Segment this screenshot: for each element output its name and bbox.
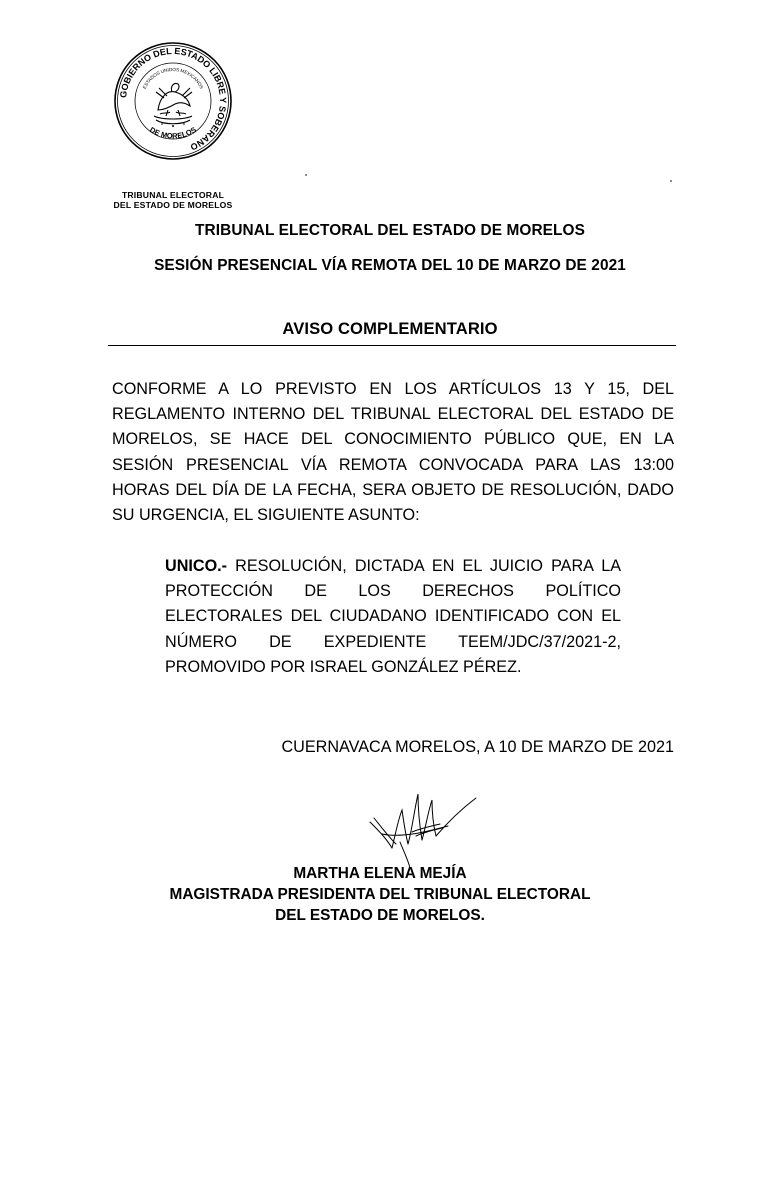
institution-heading: TRIBUNAL ELECTORAL DEL ESTADO DE MORELOS (195, 222, 585, 239)
seal-caption-line-1: TRIBUNAL ELECTORAL (121, 190, 225, 200)
handwritten-signature (352, 782, 492, 872)
notice-body: CONFORME A LO PREVISTO EN LOS ARTÍCULOS 13 Y 15, DEL REGLAMENTO INTERNO DEL TRIBUNAL ELECTORAL DEL ESTADO DE MORELOS, SE HACE DEL CONOCIMIENTO PÚBLICO QUE, EN LA SESIÓN PRESENCIAL VÍA REMOTA CONVOCADA PARA LAS 13:00 HORAS DEL DÍA DE LA FECHA, SERA OBJETO DE RESOLUCIÓN, DADO SU URGENCIA, EL SIGUIENTE ASUNTO: (112, 380, 674, 525)
agenda-item-text: RESOLUCIÓN, DICTADA EN EL JUICIO PARA LA PROTECCIÓN DE LOS DERECHOS POLÍTICO ELECTORALES DEL CIUDADANO IDENTIFICADO CON EL NÚMERO DE EXPEDIENTE TEEM/JDC/37/2021-2, PROMOVIDO POR ISRAEL GONZÁLEZ PÉREZ. (165, 557, 621, 676)
place-and-date: CUERNAVACA MORELOS, A 10 DE MARZO DE 2021 (281, 738, 674, 756)
notice-title: AVISO COMPLEMENTARIO (282, 319, 498, 338)
eagle-emblem-icon (154, 83, 192, 123)
signer-title-line-2: DEL ESTADO DE MORELOS. (275, 907, 485, 924)
seal-outer-ring-text: GOBIERNO DEL ESTADO LIBRE Y SOBERANO (118, 45, 229, 153)
seal-caption-line-2: DEL ESTADO DE MORELOS (113, 200, 233, 210)
signer-name: MARTHA ELENA MEJÍA (293, 865, 467, 882)
session-heading: SESIÓN PRESENCIAL VÍA REMOTA DEL 10 DE MARZO DE 2021 (154, 257, 626, 274)
scan-speck (305, 174, 307, 176)
scan-speck (670, 180, 672, 182)
signer-title-line-1: MAGISTRADA PRESIDENTA DEL TRIBUNAL ELECTORAL (169, 886, 591, 903)
state-seal-emblem-icon (112, 40, 234, 162)
seal-bottom-text: DE MORELOS (148, 125, 198, 141)
agenda-item-lead: UNICO.- (165, 557, 228, 575)
agenda-item (165, 554, 621, 680)
title-divider (108, 345, 676, 346)
seal-inner-ring-text: ESTADOS UNIDOS MEXICANOS (141, 66, 205, 90)
svg-text:DE MORELOS (148, 125, 198, 140)
